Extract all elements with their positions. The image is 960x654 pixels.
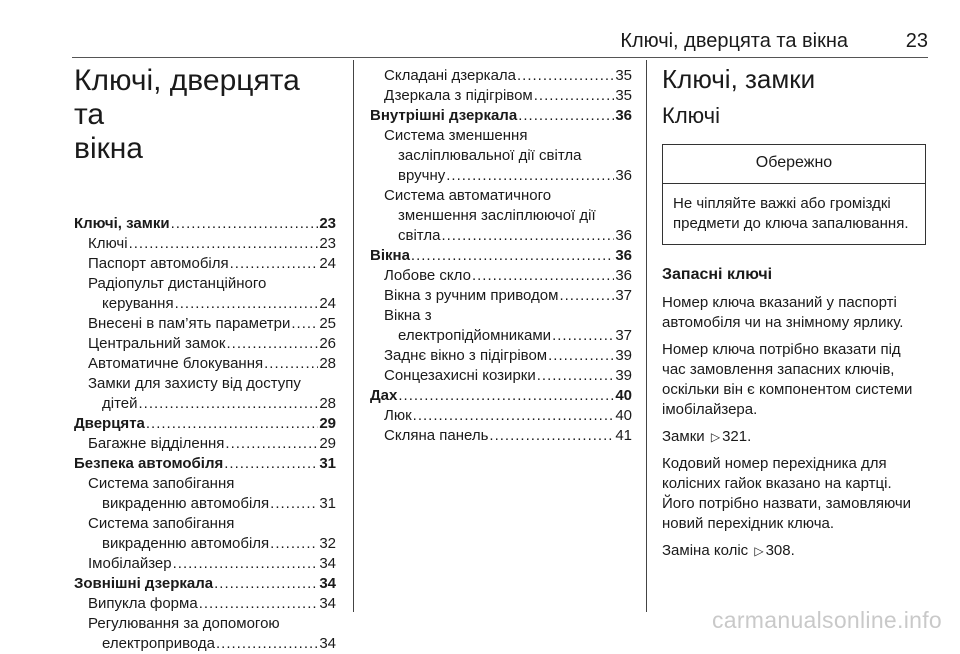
warning-box <box>662 144 926 245</box>
toc-item[interactable] <box>370 426 632 446</box>
toc-label: Лобове скло <box>384 267 471 284</box>
toc-item-wrap[interactable]: Радіопульт дистанційного <box>88 275 267 292</box>
toc-label: Дверцята <box>74 415 145 432</box>
toc-item[interactable] <box>370 266 632 286</box>
toc-label: Безпека автомобіля <box>74 455 224 472</box>
toc-page: 35 <box>615 67 632 84</box>
paragraph-wheels-ref <box>662 541 926 561</box>
toc-page: 34 <box>319 635 336 652</box>
toc-item-wrap[interactable]: Система запобігання <box>88 515 235 532</box>
toc-label: Внутрішні дзеркала <box>370 107 518 124</box>
toc-page: 31 <box>319 495 336 512</box>
chapter-title-line2: вікна <box>74 132 143 165</box>
spare-keys-heading: Запасні ключі <box>662 266 773 283</box>
toc-page: 34 <box>319 555 336 572</box>
toc-label: Люк <box>384 407 412 424</box>
toc-label: Паспорт автомобіля <box>88 255 229 272</box>
toc-page: 36 <box>615 247 632 264</box>
toc-label: Заднє вікно з підігрівом <box>384 347 548 364</box>
content-column <box>662 64 926 568</box>
toc-label: Ключі <box>88 235 128 252</box>
column-divider-2 <box>646 60 647 612</box>
page-header <box>0 0 960 58</box>
section-subtitle: Ключі <box>662 103 721 128</box>
header-divider <box>72 57 928 58</box>
toc-section-doors[interactable] <box>74 414 336 434</box>
toc-page: 40 <box>615 407 632 424</box>
toc-page: 24 <box>319 255 336 272</box>
toc-item[interactable] <box>370 226 632 246</box>
toc-column-2 <box>370 66 632 446</box>
toc-item[interactable] <box>74 554 336 574</box>
toc-page: 23 <box>319 235 336 252</box>
toc-label: Випукла форма <box>88 595 198 612</box>
page-reference-link[interactable]: 308. <box>765 542 795 559</box>
toc-page: 36 <box>615 227 632 244</box>
toc-item[interactable] <box>370 86 632 106</box>
toc-label: електропідйомниками <box>398 327 552 344</box>
column-divider-1 <box>353 60 354 612</box>
toc-item[interactable] <box>370 166 632 186</box>
page-number: 23 <box>905 30 928 52</box>
toc-item[interactable] <box>370 346 632 366</box>
toc-label: Багажне відділення <box>88 435 225 452</box>
toc-label: Ключі, замки <box>74 215 170 232</box>
toc-label: Дах <box>370 387 398 404</box>
toc-item[interactable] <box>74 394 336 414</box>
toc-column-1 <box>74 64 336 654</box>
toc-page: 23 <box>319 215 336 232</box>
reference-arrow-icon: ▷ <box>754 544 764 558</box>
toc-item[interactable] <box>370 406 632 426</box>
warning-heading: Обережно <box>663 145 925 184</box>
toc-page: 28 <box>319 355 336 372</box>
toc-section-vehicle-security[interactable] <box>74 454 336 474</box>
reference-arrow-icon: ▷ <box>710 430 721 444</box>
section-title: Ключі, замки <box>662 64 816 94</box>
chapter-title <box>74 64 336 166</box>
toc-item[interactable] <box>74 314 336 334</box>
toc-label: Дзеркала з підігрівом <box>384 87 533 104</box>
toc-item[interactable] <box>74 234 336 254</box>
toc-page: 37 <box>615 287 632 304</box>
toc-page: 29 <box>319 435 336 452</box>
paragraph: Номер ключа вказаний у паспорті автомобіля чи на знімному ярлику. <box>662 294 904 331</box>
toc-page: 37 <box>615 327 632 344</box>
toc-label: світла <box>398 227 441 244</box>
toc-page: 36 <box>615 167 632 184</box>
toc-section-keys-locks[interactable] <box>74 214 336 234</box>
toc-label: Автоматичне блокування <box>88 355 264 372</box>
toc-page: 24 <box>319 295 336 312</box>
toc-item[interactable] <box>370 66 632 86</box>
toc-page: 31 <box>319 455 336 472</box>
toc-page: 39 <box>615 347 632 364</box>
toc-page: 34 <box>319 595 336 612</box>
toc-page: 41 <box>615 427 632 444</box>
toc-label: викраденню автомобіля <box>102 535 270 552</box>
toc-page: 40 <box>615 387 632 404</box>
page-reference-link[interactable]: 321. <box>722 428 752 445</box>
toc-item-wrap[interactable]: Система запобігання <box>88 475 235 492</box>
toc-section-exterior-mirrors[interactable] <box>74 574 336 594</box>
toc-item[interactable] <box>74 534 336 554</box>
toc-item-wrap[interactable]: зменшення засліплюючої дії <box>398 207 596 224</box>
toc-item-wrap[interactable]: Система автоматичного <box>384 187 552 204</box>
toc-label: Імобілайзер <box>88 555 172 572</box>
toc-item-wrap[interactable]: Вікна з <box>384 307 432 324</box>
toc-label: Вікна <box>370 247 410 264</box>
toc-page: 39 <box>615 367 632 384</box>
toc-label: викраденню автомобіля <box>102 495 270 512</box>
toc-item[interactable] <box>74 254 336 274</box>
ref-label: Заміна коліс <box>662 542 749 559</box>
toc-page: 29 <box>319 415 336 432</box>
toc-item[interactable] <box>370 326 632 346</box>
toc-label: Внесені в пам’ять параметри <box>88 315 291 332</box>
toc-item[interactable] <box>74 594 336 614</box>
toc-label: Скляна панель <box>384 427 489 444</box>
toc-page: 36 <box>615 267 632 284</box>
ref-label: Замки <box>662 428 705 445</box>
chapter-title-line1: Ключі, дверцята та <box>74 64 300 131</box>
toc-item-wrap[interactable]: Система зменшення <box>384 127 528 144</box>
toc-item[interactable] <box>74 334 336 354</box>
toc-label: вручну <box>398 167 446 184</box>
toc-page: 32 <box>319 535 336 552</box>
toc-item[interactable] <box>370 286 632 306</box>
header-title: Ключі, дверцята та вікна <box>620 30 848 52</box>
toc-item[interactable] <box>74 434 336 454</box>
toc-page: 36 <box>615 107 632 124</box>
toc-label: Сонцезахисні козирки <box>384 367 536 384</box>
toc-item[interactable] <box>370 366 632 386</box>
toc-page: 25 <box>319 315 336 332</box>
toc-item-wrap[interactable]: засліплювальної дії світла <box>398 147 582 164</box>
toc-item[interactable] <box>74 354 336 374</box>
toc-label: електроприводa <box>102 635 215 652</box>
paragraph: Номер ключа потрібно вказати під час замовлення запасних ключів, оскільки він є компонентом системи імобілайзера. <box>662 341 913 418</box>
toc-page: 28 <box>319 395 336 412</box>
warning-text: Не чіпляйте важкі або громіздкі предмети до ключа запалювання. <box>673 195 909 232</box>
toc-page: 26 <box>319 335 336 352</box>
toc-section-roof[interactable] <box>370 386 632 406</box>
toc-section-windows[interactable] <box>370 246 632 266</box>
toc-label: Зовнішні дзеркала <box>74 575 214 592</box>
toc-page: 34 <box>319 575 336 592</box>
toc-item[interactable] <box>74 294 336 314</box>
watermark: carmanualsonline.info <box>711 607 942 633</box>
toc-label: дітей <box>102 395 138 412</box>
toc-page: 35 <box>615 87 632 104</box>
toc-label: керування <box>102 295 174 312</box>
toc-label: Центральний замок <box>88 335 226 352</box>
toc-label: Вікна з ручним приводом <box>384 287 559 304</box>
toc-item-wrap[interactable]: Регулювання за допомогою <box>88 615 280 632</box>
toc-section-interior-mirrors[interactable] <box>370 106 632 126</box>
toc-label: Складані дзеркала <box>384 67 517 84</box>
paragraph-locks-ref <box>662 427 926 447</box>
paragraph: Кодовий номер перехідника для колісних гайок вказано на картці. Його потрібно назвати, замовляючи новий перехідник ключа. <box>662 455 912 532</box>
toc-item[interactable] <box>74 634 336 654</box>
toc-item[interactable] <box>74 494 336 514</box>
toc-item-wrap[interactable]: Замки для захисту від доступу <box>88 375 301 392</box>
